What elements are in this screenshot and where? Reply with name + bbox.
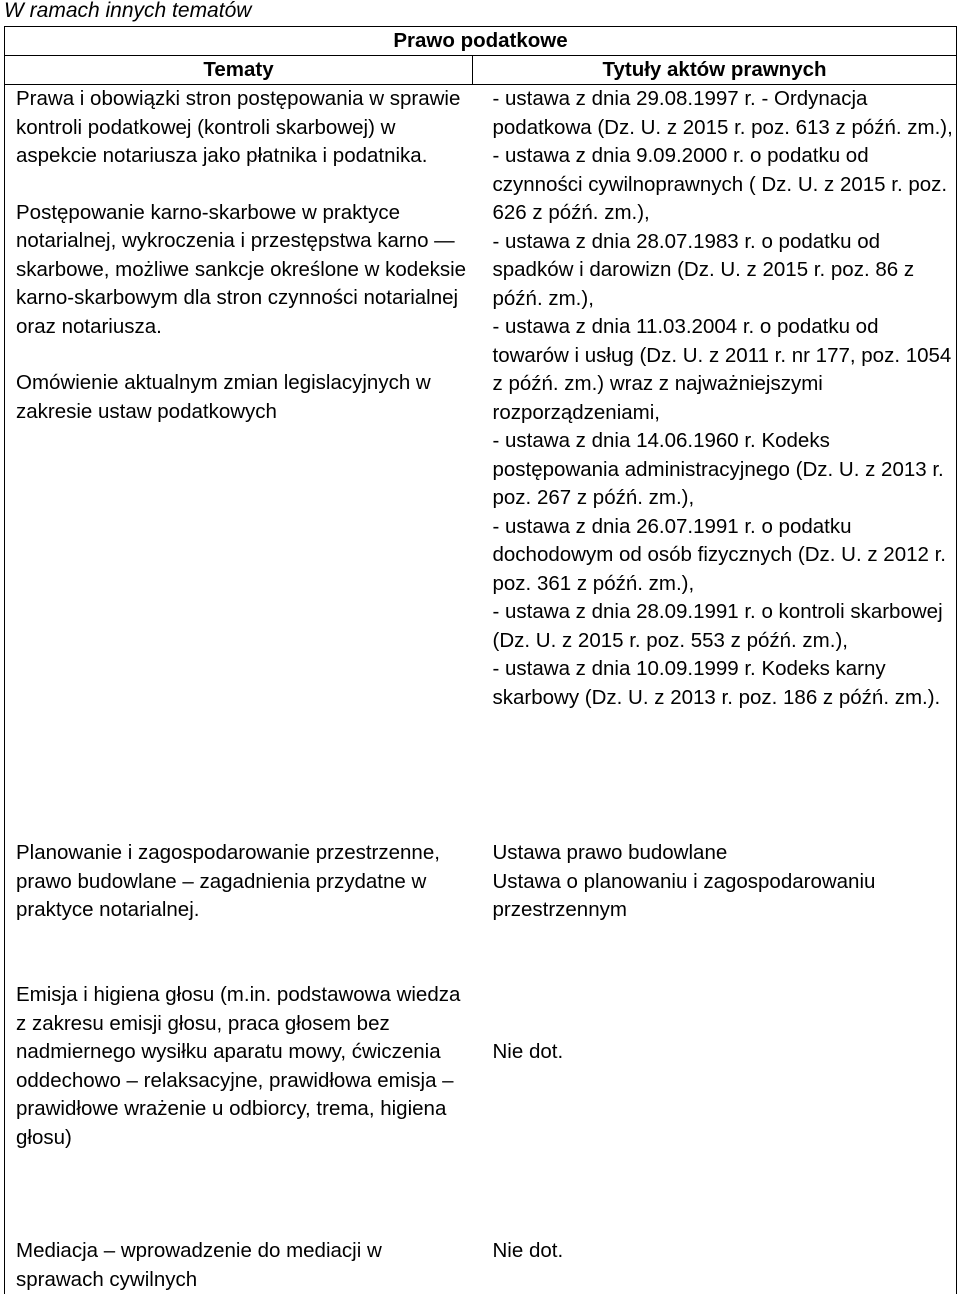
table-header-row (5, 56, 957, 85)
table-row (5, 85, 957, 840)
topic-text: Omówienie aktualnym zmian legislacyjnych w zakresie ustaw podatkowych (16, 371, 431, 423)
act-item: Ustawa prawo budowlane (492, 841, 728, 864)
act-item: - ustawa z dnia 29.08.1997 r. - Ordynacja podatkowa (Dz. U. z 2015 r. poz. 613 z późń. zm.), (492, 87, 953, 139)
act-item: - ustawa z dnia 28.09.1991 r. o kontroli skarbowej (Dz. U. z 2015 r. poz. 553 z późń. zm.), (492, 600, 943, 652)
topics-cell (5, 839, 473, 981)
topic-text: Prawa i obowiązki stron postępowania w sprawie kontroli podatkowej (kontroli skarbowej) w aspekcie notariusza jako płatnika i podatnika. (16, 87, 461, 167)
act-item: - ustawa z dnia 10.09.1999 r. Kodeks karny skarbowy (Dz. U. z 2013 r. poz. 186 z późń. zm.). (492, 657, 941, 709)
table-row (5, 1237, 957, 1294)
topic-text: Postępowanie karno-skarbowe w praktyce notarialnej, wykroczenia i przestępstwa karno —skarbowe, możliwe sankcje określone w kodeksie karno-skarbowym dla stron czynności notarialnej oraz notariusza. (16, 200, 467, 338)
tax-law-table (4, 26, 957, 1294)
topics-cell (5, 1237, 473, 1294)
act-item: Ustawa o planowaniu i zagospodarowaniu przestrzennym (492, 869, 876, 921)
topic-text: Mediacja – wprowadzenie do mediacji w sprawach cywilnych (16, 1239, 382, 1291)
column-header-acts: Tytuły aktów prawnych (473, 56, 957, 85)
column-header-topics: Tematy (5, 56, 473, 85)
table-title: Prawo podatkowe (5, 27, 957, 56)
topic-text: Emisja i higiena głosu (m.in. podstawowa wiedza z zakresu emisji głosu, praca głosem bez nadmiernego wysiłku aparatu mowy, ćwiczenia oddechowo – relaksacyjne, prawidłowa emisja – prawidłowe wrażenie u odbiorcy, trema, higiena głosu) (16, 983, 461, 1149)
acts-cell (473, 1237, 957, 1294)
topics-cell (5, 85, 473, 840)
act-item: Nie dot. (492, 1040, 564, 1063)
acts-cell (473, 839, 957, 981)
act-item: Nie dot. (492, 1239, 564, 1262)
act-item: - ustawa z dnia 11.03.2004 r. o podatku od towarów i usług (Dz. U. z 2011 r. nr 177, poz. 1054 z późń. zm.) wraz z najważniejszymi rozporządzeniami, (492, 315, 952, 424)
act-item: - ustawa z dnia 14.06.1960 r. Kodeks postępowania administracyjnego (Dz. U. z 2013 r. poz. 267 z późń. zm.), (492, 429, 944, 509)
acts-cell (473, 85, 957, 840)
table-row (5, 981, 957, 1237)
acts-cell (473, 981, 957, 1237)
act-item: - ustawa z dnia 9.09.2000 r. o podatku od czynności cywilnoprawnych ( Dz. U. z 2015 r. poz. 626 z późń. zm.), (492, 144, 948, 224)
table-row (5, 839, 957, 981)
section-caption: W ramach innych tematów (4, 0, 252, 22)
table-title-row (5, 27, 957, 56)
act-item: - ustawa z dnia 26.07.1991 r. o podatku dochodowym od osób fizycznych (Dz. U. z 2012 r. poz. 361 z późń. zm.), (492, 514, 946, 595)
topics-cell (5, 981, 473, 1237)
topic-text: Planowanie i zagospodarowanie przestrzenne, prawo budowlane – zagadnienia przydatne w praktyce notarialnej. (16, 841, 440, 921)
act-item: - ustawa z dnia 28.07.1983 r. o podatku od spadków i darowizn (Dz. U. z 2015 r. poz. 86 z późń. zm.), (492, 229, 915, 310)
